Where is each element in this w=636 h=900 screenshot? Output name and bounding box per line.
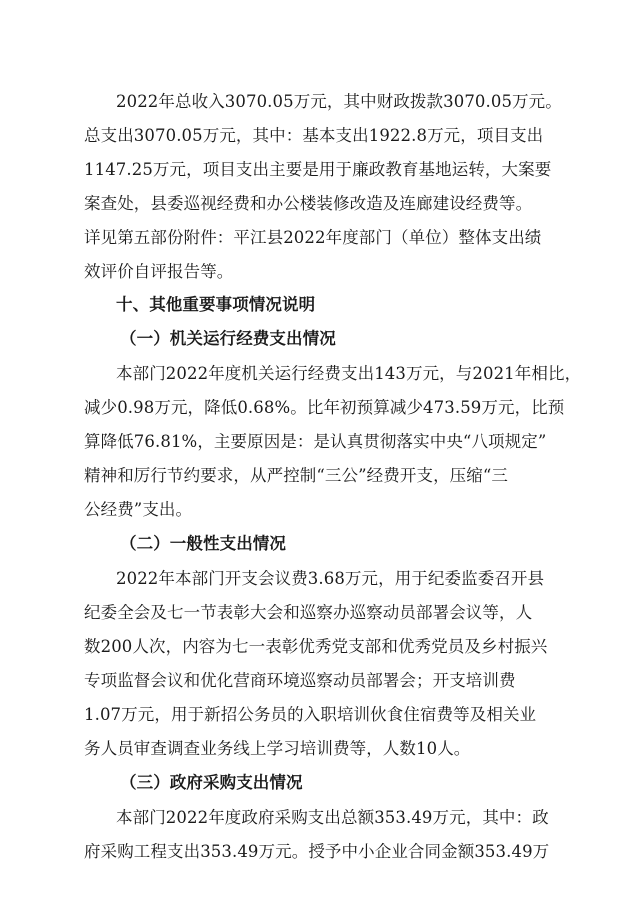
subsection-heading: （三）政府采购支出情况 [120,773,303,792]
section-heading: 十、其他重要事项情况说明 [116,295,316,314]
paragraph-line: 效评价自评报告等。 [84,262,234,281]
paragraph-line: 公经费”支出。 [84,500,193,519]
paragraph-line: 1.07万元，用于新招公务员的入职培训伙食住宿费等及相关业 [84,705,537,724]
paragraph-line: 府采购工程支出353.49万元。授予中小企业合同金额353.49万 [84,842,550,861]
paragraph-line: 本部门2022年度政府采购支出总额353.49万元，其中：政 [116,808,549,827]
paragraph-line: 纪委全会及七一节表彰大会和巡察办巡察动员部署会议等，人 [84,603,533,622]
paragraph-line: 数200人次，内容为七一表彰优秀党支部和优秀党员及乡村振兴 [84,637,548,656]
paragraph-line: 算降低76.81%，主要原因是：是认真贯彻落实中央“八项规定” [84,432,547,451]
paragraph-line: 总支出3070.05万元，其中：基本支出1922.8万元，项目支出 [84,126,544,145]
paragraph-line: 减少0.98万元，降低0.68%。比年初预算减少473.59万元，比预 [84,398,565,417]
paragraph-line: 案查处，县委巡视经费和办公楼装修改造及连廊建设经费等。 [84,194,533,213]
paragraph-line: 2022年本部门开支会议费3.68万元，用于纪委监委召开县 [116,569,545,588]
subsection-heading: （一）机关运行经费支出情况 [120,329,336,348]
paragraph-line: 专项监督会议和优化营商环境巡察动员部署会；开支培训费 [84,671,516,690]
paragraph-line: 详见第五部份附件：平江县2022年度部门（单位）整体支出绩 [84,228,542,247]
paragraph-line: 1147.25万元，项目支出主要是用于廉政教育基地运转，大案要 [84,160,552,179]
paragraph-line: 精神和厉行节约要求，从严控制“三公”经费开支，压缩“三 [84,466,509,485]
paragraph-line: 2022年总收入3070.05万元，其中财政拨款3070.05万元。 [116,92,562,111]
paragraph-line: 本部门2022年度机关运行经费支出143万元，与2021年相比， [116,364,582,383]
subsection-heading: （二）一般性支出情况 [120,534,286,553]
paragraph-line: 务人员审查调查业务线上学习培训费等，人数10人。 [84,739,471,758]
